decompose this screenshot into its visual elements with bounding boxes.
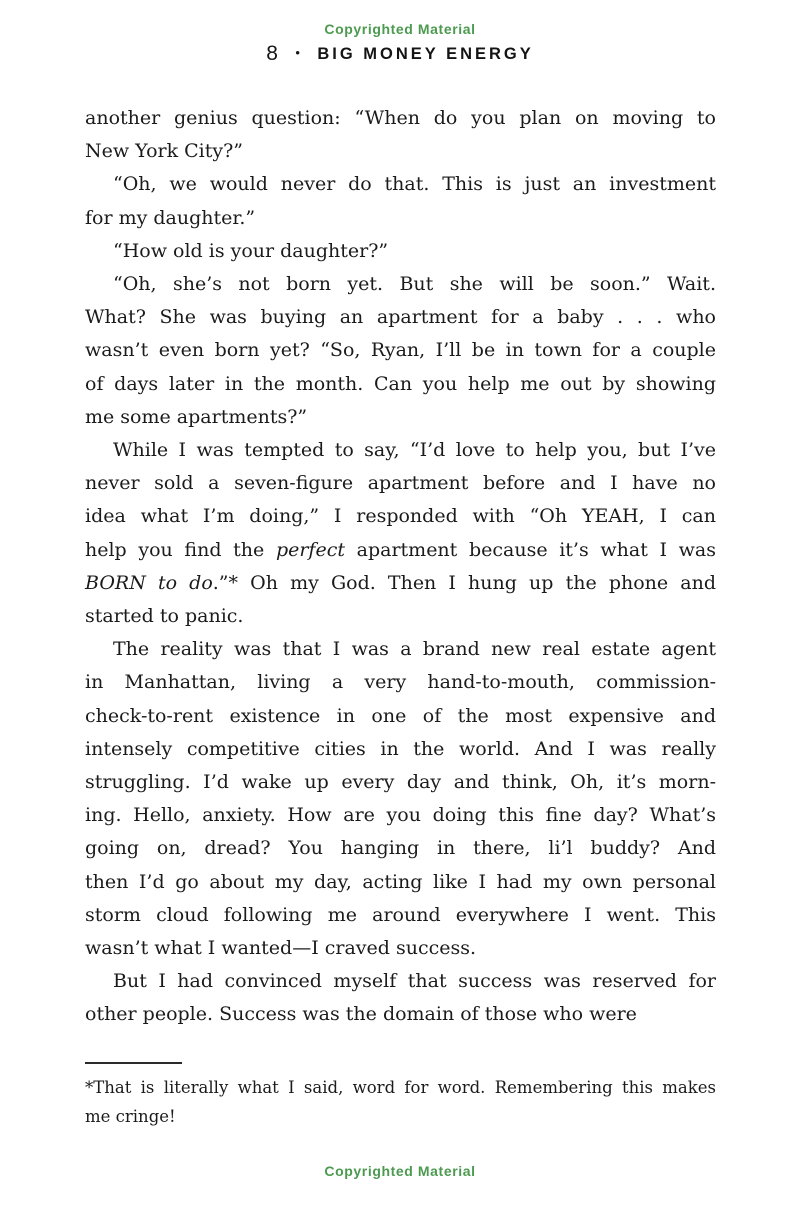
text-line <box>85 368 716 401</box>
text-line <box>85 965 716 998</box>
text-segment: New York City?” <box>85 140 244 163</box>
text-line <box>85 334 716 367</box>
text-segment: never sold a seven-figure apartment before and I have no <box>85 472 716 495</box>
paragraph <box>85 268 716 434</box>
book-title: BIG MONEY ENERGY <box>317 45 534 63</box>
text-segment: storm cloud following me around everywhere I went. This <box>85 903 716 926</box>
text-segment: intensely competitive cities in the world. And I was really <box>85 737 716 760</box>
text-segment: in Manhattan, living a very hand-to-mouth, commission- <box>85 671 716 694</box>
text-segment: wasn’t what I wanted—I craved success. <box>85 937 477 960</box>
text-line <box>85 600 716 633</box>
text-line <box>85 567 716 600</box>
text-line <box>85 534 716 567</box>
text-line <box>85 1103 716 1132</box>
bullet-separator-icon: • <box>295 45 300 60</box>
text-segment: wasn’t even born yet? “So, Ryan, I’ll be in town for a couple <box>85 339 716 362</box>
text-segment: .”* Oh my God. Then I hung up the phone and <box>212 571 717 594</box>
paragraph <box>85 965 716 1031</box>
text-segment: help you find the <box>85 538 276 561</box>
italic-text: perfect <box>275 538 345 561</box>
text-segment: started to panic. <box>85 605 244 628</box>
text-segment: What? She was buying an apartment for a baby . . . who <box>85 306 716 329</box>
text-line <box>85 666 716 699</box>
text-line <box>85 102 716 135</box>
text-segment: “Oh, she’s not born yet. But she will be soon.” Wait. <box>113 273 716 296</box>
body-text <box>85 102 716 1032</box>
text-segment: me cringe! <box>85 1106 176 1126</box>
text-line <box>85 301 716 334</box>
text-segment: struggling. I’d wake up every day and think, Oh, it’s morn- <box>85 771 716 794</box>
text-line <box>85 434 716 467</box>
text-line <box>85 633 716 666</box>
text-line <box>85 766 716 799</box>
text-line <box>85 467 716 500</box>
paragraph <box>85 633 716 965</box>
text-line <box>85 401 716 434</box>
text-line <box>85 268 716 301</box>
text-segment: idea what I’m doing,” I responded with “Oh YEAH, I can <box>85 505 716 528</box>
paragraph <box>85 102 716 168</box>
text-line <box>85 733 716 766</box>
text-segment: ing. Hello, anxiety. How are you doing this fine day? What’s <box>85 804 716 827</box>
text-line <box>85 1074 716 1103</box>
text-segment: of days later in the month. Can you help me out by showing <box>85 372 716 395</box>
copyright-bottom-label: Copyrighted Material <box>324 1163 476 1179</box>
text-line <box>85 866 716 899</box>
page-number: 8 <box>266 42 278 65</box>
text-line <box>85 799 716 832</box>
text-segment: going on, dread? You hanging in there, li’l buddy? And <box>85 837 716 860</box>
paragraph <box>85 434 716 633</box>
text-line <box>85 998 716 1031</box>
text-segment: other people. Success was the domain of those who were <box>85 1003 637 1026</box>
text-segment: “How old is your daughter?” <box>113 239 389 262</box>
footnote <box>85 1074 716 1131</box>
text-line <box>85 832 716 865</box>
text-segment: for my daughter.” <box>85 206 256 229</box>
text-line <box>85 202 716 235</box>
text-segment: another genius question: “When do you plan on moving to <box>85 107 716 129</box>
text-line <box>85 700 716 733</box>
text-segment: “Oh, we would never do that. This is just an investment <box>113 173 716 196</box>
text-segment: The reality was that I was a brand new real estate agent <box>113 638 716 661</box>
text-segment: me some apartments?” <box>85 405 308 428</box>
text-line <box>85 135 716 168</box>
text-segment: While I was tempted to say, “I’d love to help you, but I’ve <box>113 439 716 462</box>
text-segment: then I’d go about my day, acting like I had my own personal <box>85 870 716 893</box>
text-segment: But I had convinced myself that success was reserved for <box>113 970 716 993</box>
text-segment: check-to-rent existence in one of the most expensive and <box>85 704 716 727</box>
page-header <box>0 42 800 66</box>
paragraph <box>85 235 716 268</box>
text-line <box>85 899 716 932</box>
text-segment: *That is literally what I said, word for word. Remembering this makes <box>85 1078 716 1097</box>
text-line <box>85 168 716 201</box>
text-segment: apartment because it’s what I was <box>344 538 716 561</box>
text-line <box>85 932 716 965</box>
italic-text: BORN to do <box>85 571 213 594</box>
text-line <box>85 500 716 533</box>
paragraph <box>85 168 716 234</box>
footnote-divider <box>85 1062 182 1064</box>
copyright-top-label: Copyrighted Material <box>324 21 476 37</box>
text-line <box>85 235 716 268</box>
